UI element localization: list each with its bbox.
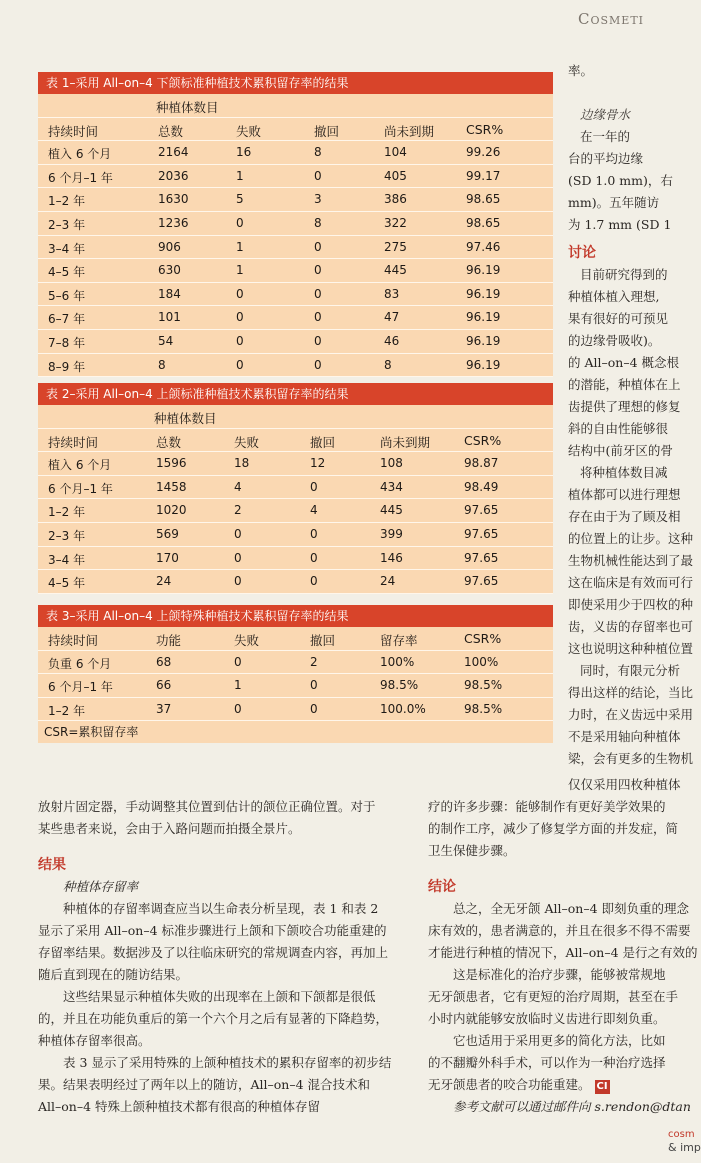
text-line: mm)。五年随访 [568, 195, 660, 210]
table-cell: 97.65 [464, 574, 499, 589]
footer-line: cosm [668, 1129, 695, 1140]
table-cell: 0 [314, 263, 322, 278]
table-cell: 322 [384, 215, 407, 230]
text-line: 这在临床是有效而可行 [568, 575, 694, 590]
table-note: CSR=累积留存率 [44, 725, 139, 740]
text-line: 存在由于为了顾及相 [568, 509, 681, 524]
text-line: 疗的许多步骤：能够制作有更好美学效果的 [428, 799, 666, 814]
table-cell: 445 [380, 503, 403, 518]
text-line: 同时，有限元分析 [580, 663, 681, 678]
right-column-text [568, 60, 700, 820]
table-cell: 98.5% [464, 678, 503, 693]
table-cell: 99.26 [466, 145, 501, 160]
table-cell: 83 [384, 286, 400, 301]
table-cell: 100% [464, 654, 499, 669]
text-line: (SD 1.0 mm)，右 [568, 173, 673, 188]
text-line: 总之，全无牙颌 All–on–4 即刻负重的理念 [453, 901, 689, 916]
text-line: 力时，在义齿远中采用 [568, 707, 694, 722]
table-cell: 24 [156, 574, 172, 589]
table-cell: 170 [156, 550, 179, 565]
table-body [38, 651, 553, 722]
table-cell: 1 [236, 239, 244, 254]
text-line: 床有效的，患者满意的，并且在很多不得不需要 [428, 923, 691, 938]
text-line: 的不翻瓣外科手术，可以作为一种治疗选择 [428, 1055, 666, 1070]
table-cell: 1020 [156, 503, 187, 518]
table-caption: 表 3–采用 All–on–4 上颌特殊种植技术累积留存率的结果 [38, 605, 553, 627]
section-heading: 结论 [428, 879, 456, 895]
table-cell: 0 [314, 168, 322, 183]
table-cell: 8–9 年 [48, 359, 86, 374]
table-cell: 1458 [156, 479, 187, 494]
col-header: 总数 [158, 123, 184, 139]
table-row [38, 547, 553, 571]
table-cell: 0 [310, 550, 318, 565]
table-cell: 2036 [158, 168, 189, 183]
text-line: 将种植体数目减 [580, 465, 668, 480]
table-cell: 8 [158, 357, 166, 372]
text-line [428, 1074, 700, 1096]
table-row [38, 452, 553, 476]
table-cell: 1 [236, 263, 244, 278]
table-cell: 97.65 [464, 550, 499, 565]
text-line: 小时内就能够安放临时义齿进行即刻负重。 [428, 1011, 666, 1026]
table-row [38, 698, 553, 722]
table-cell: 97.65 [464, 526, 499, 541]
table-row [38, 212, 553, 236]
supheader-label: 种植体数目 [156, 100, 219, 115]
table-row [38, 476, 553, 500]
table-row [38, 259, 553, 283]
section-heading: 结果 [38, 857, 66, 873]
table-cell: 0 [234, 654, 242, 669]
table-body [38, 141, 553, 377]
table-cell: 96.19 [466, 333, 501, 348]
col-header: 持续时间 [48, 123, 99, 139]
table-cell: 96.19 [466, 310, 501, 325]
table-cell: 8 [384, 357, 392, 372]
table-cell: 6–7 年 [48, 312, 86, 327]
ci-logo-badge: CI [596, 1081, 608, 1092]
table-cell: 4–5 年 [48, 576, 86, 591]
table-cell: 3–4 年 [48, 241, 86, 256]
table-cell: 2 [234, 503, 242, 518]
text-line: 这也说明这种种植位置 [568, 641, 694, 656]
table-cell: 负重 6 个月 [48, 656, 112, 671]
section-heading: 讨论 [568, 245, 596, 261]
table-cell: 0 [314, 333, 322, 348]
table-cell: 0 [314, 239, 322, 254]
col-header: 尚未到期 [380, 434, 431, 450]
table-cell: 4 [310, 503, 318, 518]
table-2 [38, 383, 553, 594]
table-row [38, 330, 553, 354]
table-caption: 表 2–采用 All–on–4 上颌标准种植技术累积留存率的结果 [38, 383, 553, 405]
table-cell: 569 [156, 526, 179, 541]
paragraph: 表 3 显示了采用特殊的上颌种植技术的累积存留率的初步结果。结果表明经过了两年以上的随访，All–on–4 混合技术和 All–on–4 特殊上颌种植技术都有很高的种植体存留 [38, 1055, 392, 1114]
col-header: 撤回 [310, 633, 336, 648]
table-cell: 99.17 [466, 168, 501, 183]
table-cell: 7–8 年 [48, 335, 86, 350]
text-line: 这是标准化的治疗步骤，能够被常规地 [453, 967, 666, 982]
col-header: 失败 [236, 123, 262, 139]
text-line: 目前研究得到的 [580, 267, 668, 282]
text-line: 结构中(前牙区的骨 [568, 443, 673, 458]
table-supheader [38, 405, 553, 429]
table-row [38, 651, 553, 675]
text-line: 率。 [568, 63, 594, 78]
table-cell: 101 [158, 310, 181, 325]
text-line: 才能进行种植的情况下，All–on–4 是行之有效的 [428, 945, 698, 960]
table-cell: 0 [314, 310, 322, 325]
col-header: 持续时间 [48, 633, 99, 648]
table-cell: 96.19 [466, 357, 501, 372]
table-cell: 8 [314, 145, 322, 160]
table-cell: 0 [314, 357, 322, 372]
table-row [38, 283, 553, 307]
table-cell: 54 [158, 333, 174, 348]
table-cell: 12 [310, 456, 326, 471]
table-cell: 98.49 [464, 479, 499, 494]
col-header: CSR% [464, 432, 502, 448]
table-cell: 植入 6 个月 [48, 147, 112, 162]
text-line: 的边缘骨吸收)。 [568, 333, 661, 348]
table-cell: 445 [384, 263, 407, 278]
text-line: 梁，会有更多的生物机 [568, 751, 694, 766]
table-cell: 0 [234, 526, 242, 541]
table-cell: 16 [236, 145, 252, 160]
table-cell: 184 [158, 286, 181, 301]
table-cell: 6 个月–1 年 [48, 481, 113, 496]
text-line: 它也适用于采用更多的简化方法，比如 [453, 1033, 666, 1048]
text-line: 的 All–on–4 概念根 [568, 355, 679, 370]
table-cell: 2–3 年 [48, 528, 86, 543]
table-row [38, 570, 553, 594]
table-cell: 18 [234, 456, 250, 471]
reference-note: 参考文献可以通过邮件向 s.rendon@dtan [453, 1099, 691, 1114]
col-header: 留存率 [380, 633, 418, 648]
table-cell: 434 [380, 479, 403, 494]
text-line: 果有很好的可预见 [568, 311, 669, 326]
table-supheader [38, 94, 553, 118]
table-cell: 1 [234, 678, 242, 693]
table-cell: 0 [236, 215, 244, 230]
table-cell: 1–2 年 [48, 505, 86, 520]
table-cell: 24 [380, 574, 396, 589]
table-cell: 100% [380, 654, 415, 669]
col-header: 功能 [156, 633, 182, 648]
footer-logo [668, 1128, 701, 1154]
running-header: Cosmeti [578, 10, 645, 28]
table-cell: 37 [156, 701, 172, 716]
text-line: 植体都可以进行理想 [568, 487, 681, 502]
table-cell: 2–3 年 [48, 217, 86, 232]
table-row [38, 188, 553, 212]
table-cell: 275 [384, 239, 407, 254]
table-cell: 100.0% [380, 701, 426, 716]
text-span: 无牙颌患者的咬合功能重建。 [428, 1077, 591, 1092]
table-3 [38, 605, 553, 743]
left-column-text [38, 796, 393, 1118]
text-line: 生物机械性能达到了最 [568, 553, 694, 568]
table-cell: 97.65 [464, 503, 499, 518]
table-cell: 1630 [158, 192, 189, 207]
table-cell: 8 [314, 215, 322, 230]
table-cell: 2164 [158, 145, 189, 160]
table-cell: 0 [236, 286, 244, 301]
col-header: 持续时间 [48, 434, 99, 450]
table-cell: 5–6 年 [48, 288, 86, 303]
paragraph: 种植体的存留率调查应当以生命表分析呈现，表 1 和表 2 显示了采用 All–on–4 标准步骤进行上颌和下颌咬合功能重建的存留率结果。数据涉及了以往临床研究的常规调查内容，再加上随后直到现在的随访结果。 [38, 901, 389, 982]
text-line: 无牙颌患者，它有更短的治疗周期，甚至在手 [428, 989, 679, 1004]
table-cell: 1 [236, 168, 244, 183]
table-row [38, 674, 553, 698]
supheader-label: 种植体数目 [154, 411, 217, 426]
table-cell: 5 [236, 192, 244, 207]
table-header-row [38, 627, 553, 651]
table-row [38, 141, 553, 165]
subheading: 边缘骨水 [580, 107, 631, 122]
table-header-row [38, 429, 553, 453]
table-cell: 0 [310, 479, 318, 494]
col-header: 总数 [156, 434, 182, 450]
table-cell: 1236 [158, 215, 189, 230]
table-cell: 3–4 年 [48, 552, 86, 567]
table-cell: 47 [384, 310, 400, 325]
table-cell: 1–2 年 [48, 194, 86, 209]
table-body [38, 452, 553, 594]
col-header: 失败 [234, 434, 260, 450]
table-1 [38, 72, 553, 377]
table-cell: 96.19 [466, 286, 501, 301]
table-caption: 表 1–采用 All–on–4 下颌标准种植技术累积留存率的结果 [38, 72, 553, 94]
text-line: 得出这样的结论，当比 [568, 685, 694, 700]
col-header: 尚未到期 [384, 123, 435, 139]
table-cell: 68 [156, 654, 172, 669]
col-header: 撤回 [310, 434, 336, 450]
text-line: 斜的自由性能够很 [568, 421, 669, 436]
table-cell: 399 [380, 526, 403, 541]
table-cell: 0 [310, 574, 318, 589]
table-cell: 104 [384, 145, 407, 160]
table-cell: 146 [380, 550, 403, 565]
text-line: 不是采用轴向种植体 [568, 729, 681, 744]
table-row [38, 499, 553, 523]
text-line: 在一年的 [580, 129, 631, 144]
table-cell: 2 [310, 654, 318, 669]
table-cell: 98.5% [464, 701, 503, 716]
table-cell: 6 个月–1 年 [48, 680, 113, 695]
table-cell: 4–5 年 [48, 265, 86, 280]
right-column-lower-text [428, 777, 700, 1116]
col-header: CSR% [466, 121, 504, 137]
table-cell: 98.65 [466, 215, 501, 230]
col-header: 撤回 [314, 123, 340, 139]
text-line: 的位置上的让步。这种 [568, 531, 694, 546]
text-line: 齿，义齿的存留率也可 [568, 619, 694, 634]
table-cell: 0 [234, 550, 242, 565]
table-cell: 植入 6 个月 [48, 458, 112, 473]
table-cell: 630 [158, 263, 181, 278]
text-line: 为 1.7 mm (SD 1 [568, 217, 672, 232]
table-row [38, 354, 553, 378]
text-line: 放射片固定器，手动调整其位置到估计的颌位正确位置。对于 [38, 799, 376, 814]
table-cell: 3 [314, 192, 322, 207]
table-cell: 98.5% [380, 678, 419, 693]
table-cell: 0 [236, 310, 244, 325]
table-row [38, 165, 553, 189]
subheading: 种植体存留率 [63, 879, 139, 894]
table-cell: 96.19 [466, 263, 501, 278]
table-cell: 6 个月–1 年 [48, 170, 113, 185]
table-cell: 0 [236, 357, 244, 372]
table-header-row [38, 118, 553, 142]
table-cell: 0 [234, 701, 242, 716]
table-cell: 98.87 [464, 456, 499, 471]
text-line: 台的平均边缘 [568, 151, 644, 166]
text-line: 种植体植入理想, [568, 289, 660, 304]
text-line: 卫生保健步骤。 [428, 843, 516, 858]
table-cell: 0 [310, 526, 318, 541]
table-row [38, 306, 553, 330]
table-cell: 405 [384, 168, 407, 183]
table-cell: 386 [384, 192, 407, 207]
table-cell: 0 [236, 333, 244, 348]
table-cell: 0 [310, 701, 318, 716]
table-cell: 108 [380, 456, 403, 471]
text-line: 齿提供了理想的修复 [568, 399, 681, 414]
table-cell: 98.65 [466, 192, 501, 207]
table-cell: 97.46 [466, 239, 501, 254]
table-cell: 66 [156, 678, 172, 693]
table-row [38, 523, 553, 547]
table-cell: 1–2 年 [48, 703, 86, 718]
table-row [38, 236, 553, 260]
text-line: 的潜能，种植体在上 [568, 377, 681, 392]
table-cell: 1596 [156, 456, 187, 471]
footer-line: & imp [668, 1141, 701, 1154]
col-header: 失败 [234, 633, 260, 648]
table-cell: 0 [234, 574, 242, 589]
table-cell: 0 [314, 286, 322, 301]
text-line: 的制作工序，减少了修复学方面的并发症，简 [428, 821, 679, 836]
table-cell: 906 [158, 239, 181, 254]
col-header: CSR% [464, 631, 502, 646]
paragraph: 这些结果显示种植体失败的出现率在上颌和下颌都是很低的，并且在功能负重后的第一个六个月之后有显著的下降趋势，种植体存留率很高。 [38, 989, 389, 1048]
table-cell: 4 [234, 479, 242, 494]
text-line: 即使采用少于四枚的种 [568, 597, 694, 612]
table-cell: 0 [310, 678, 318, 693]
table-cell: 46 [384, 333, 400, 348]
text-line: 某些患者来说，会由于入路问题而拍摄全景片。 [38, 821, 301, 836]
text-line: 仅仅采用四枚种植体 [568, 777, 681, 792]
